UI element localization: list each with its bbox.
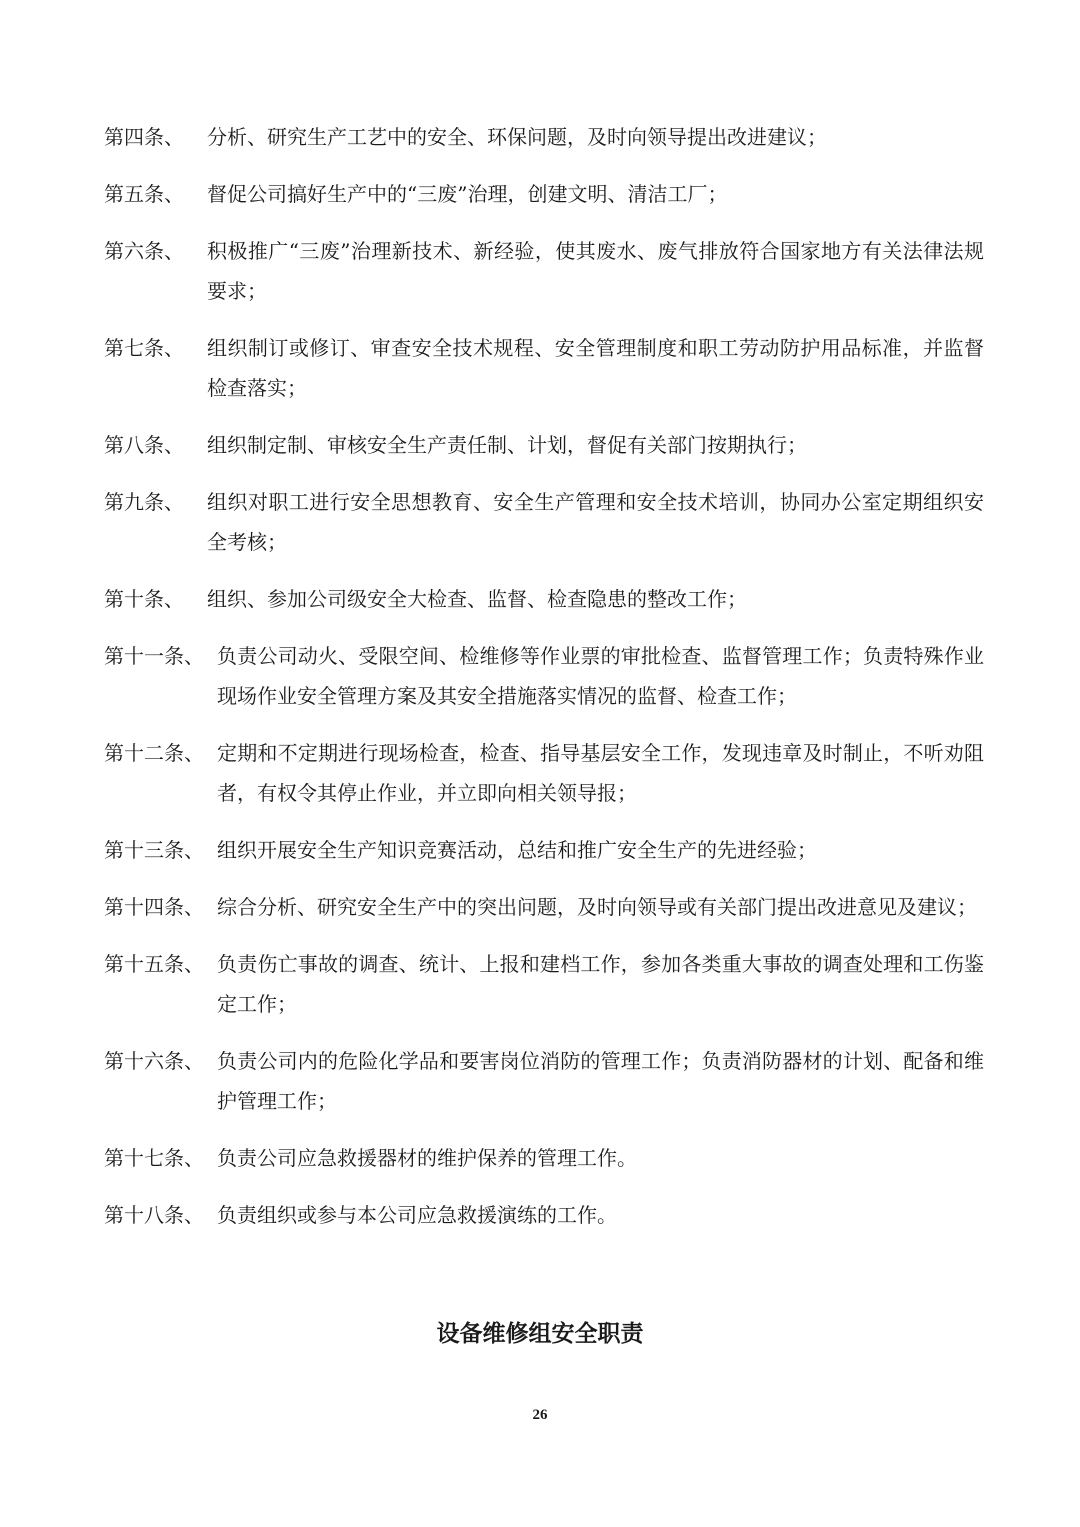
section-title: 设备维修组安全职责 <box>436 1320 644 1347</box>
page-number: 26 <box>532 1407 548 1423</box>
article-label: 第十六条、 <box>104 1049 204 1073</box>
article-text: 督促公司搞好生产中的“三废”治理，创建文明、清洁工厂； <box>207 182 728 206</box>
article-label: 第五条、 <box>104 182 184 206</box>
article-item <box>104 482 984 562</box>
article-text: 组织制订或修订、审查安全技术规程、安全管理制度和职工劳动防护用品标准，并监督检查落实； <box>207 336 984 400</box>
article-label: 第九条、 <box>104 490 184 514</box>
article-label: 第十八条、 <box>104 1203 204 1227</box>
article-text: 负责伤亡事故的调查、统计、上报和建档工作，参加各类重大事故的调查处理和工伤鉴定工作； <box>217 952 984 1016</box>
article-label: 第八条、 <box>104 433 184 457</box>
article-text: 负责公司应急救援器材的维护保养的管理工作。 <box>217 1146 637 1170</box>
article-text: 定期和不定期进行现场检查，检查、指导基层安全工作，发现违章及时制止，不听劝阻者，有权令其停止作业，并立即向相关领导报； <box>217 741 984 805</box>
article-text: 积极推广“三废”治理新技术、新经验，使其废水、废气排放符合国家地方有关法律法规要求； <box>207 239 984 303</box>
article-label: 第十五条、 <box>104 952 204 976</box>
article-label: 第十三条、 <box>104 838 204 862</box>
article-text: 组织开展安全生产知识竞赛活动，总结和推广安全生产的先进经验； <box>217 838 817 862</box>
article-text: 组织制定制、审核安全生产责任制、计划，督促有关部门按期执行； <box>207 433 807 457</box>
article-item <box>104 579 984 619</box>
article-item <box>104 830 984 870</box>
article-item <box>104 117 984 157</box>
article-label: 第十条、 <box>104 587 184 611</box>
article-item <box>104 328 984 408</box>
article-item <box>104 887 984 927</box>
article-label: 第四条、 <box>104 125 184 149</box>
article-text: 综合分析、研究安全生产中的突出问题，及时向领导或有关部门提出改进意见及建议； <box>217 895 977 919</box>
article-text: 负责组织或参与本公司应急救援演练的工作。 <box>217 1203 617 1227</box>
article-text: 分析、研究生产工艺中的安全、环保问题，及时向领导提出改进建议； <box>207 125 827 149</box>
article-item <box>104 1195 984 1235</box>
article-item <box>104 636 984 716</box>
article-item <box>104 174 984 214</box>
article-label: 第十二条、 <box>104 741 204 765</box>
article-label: 第六条、 <box>104 239 184 263</box>
article-item <box>104 733 984 813</box>
article-item <box>104 944 984 1024</box>
article-item <box>104 1041 984 1121</box>
article-label: 第七条、 <box>104 336 184 360</box>
article-text: 组织、参加公司级安全大检查、监督、检查隐患的整改工作； <box>207 587 747 611</box>
article-label: 第十四条、 <box>104 895 204 919</box>
article-list <box>104 117 984 1252</box>
article-item <box>104 1138 984 1178</box>
article-label: 第十七条、 <box>104 1146 204 1170</box>
article-text: 负责公司动火、受限空间、检维修等作业票的审批检查、监督管理工作；负责特殊作业现场作业安全管理方案及其安全措施落实情况的监督、检查工作； <box>217 644 984 708</box>
article-label: 第十一条、 <box>104 644 204 668</box>
article-item <box>104 425 984 465</box>
article-item <box>104 231 984 311</box>
article-text: 负责公司内的危险化学品和要害岗位消防的管理工作；负责消防器材的计划、配备和维护管理工作； <box>217 1049 984 1113</box>
article-text: 组织对职工进行安全思想教育、安全生产管理和安全技术培训，协同办公室定期组织安全考核； <box>207 490 984 554</box>
